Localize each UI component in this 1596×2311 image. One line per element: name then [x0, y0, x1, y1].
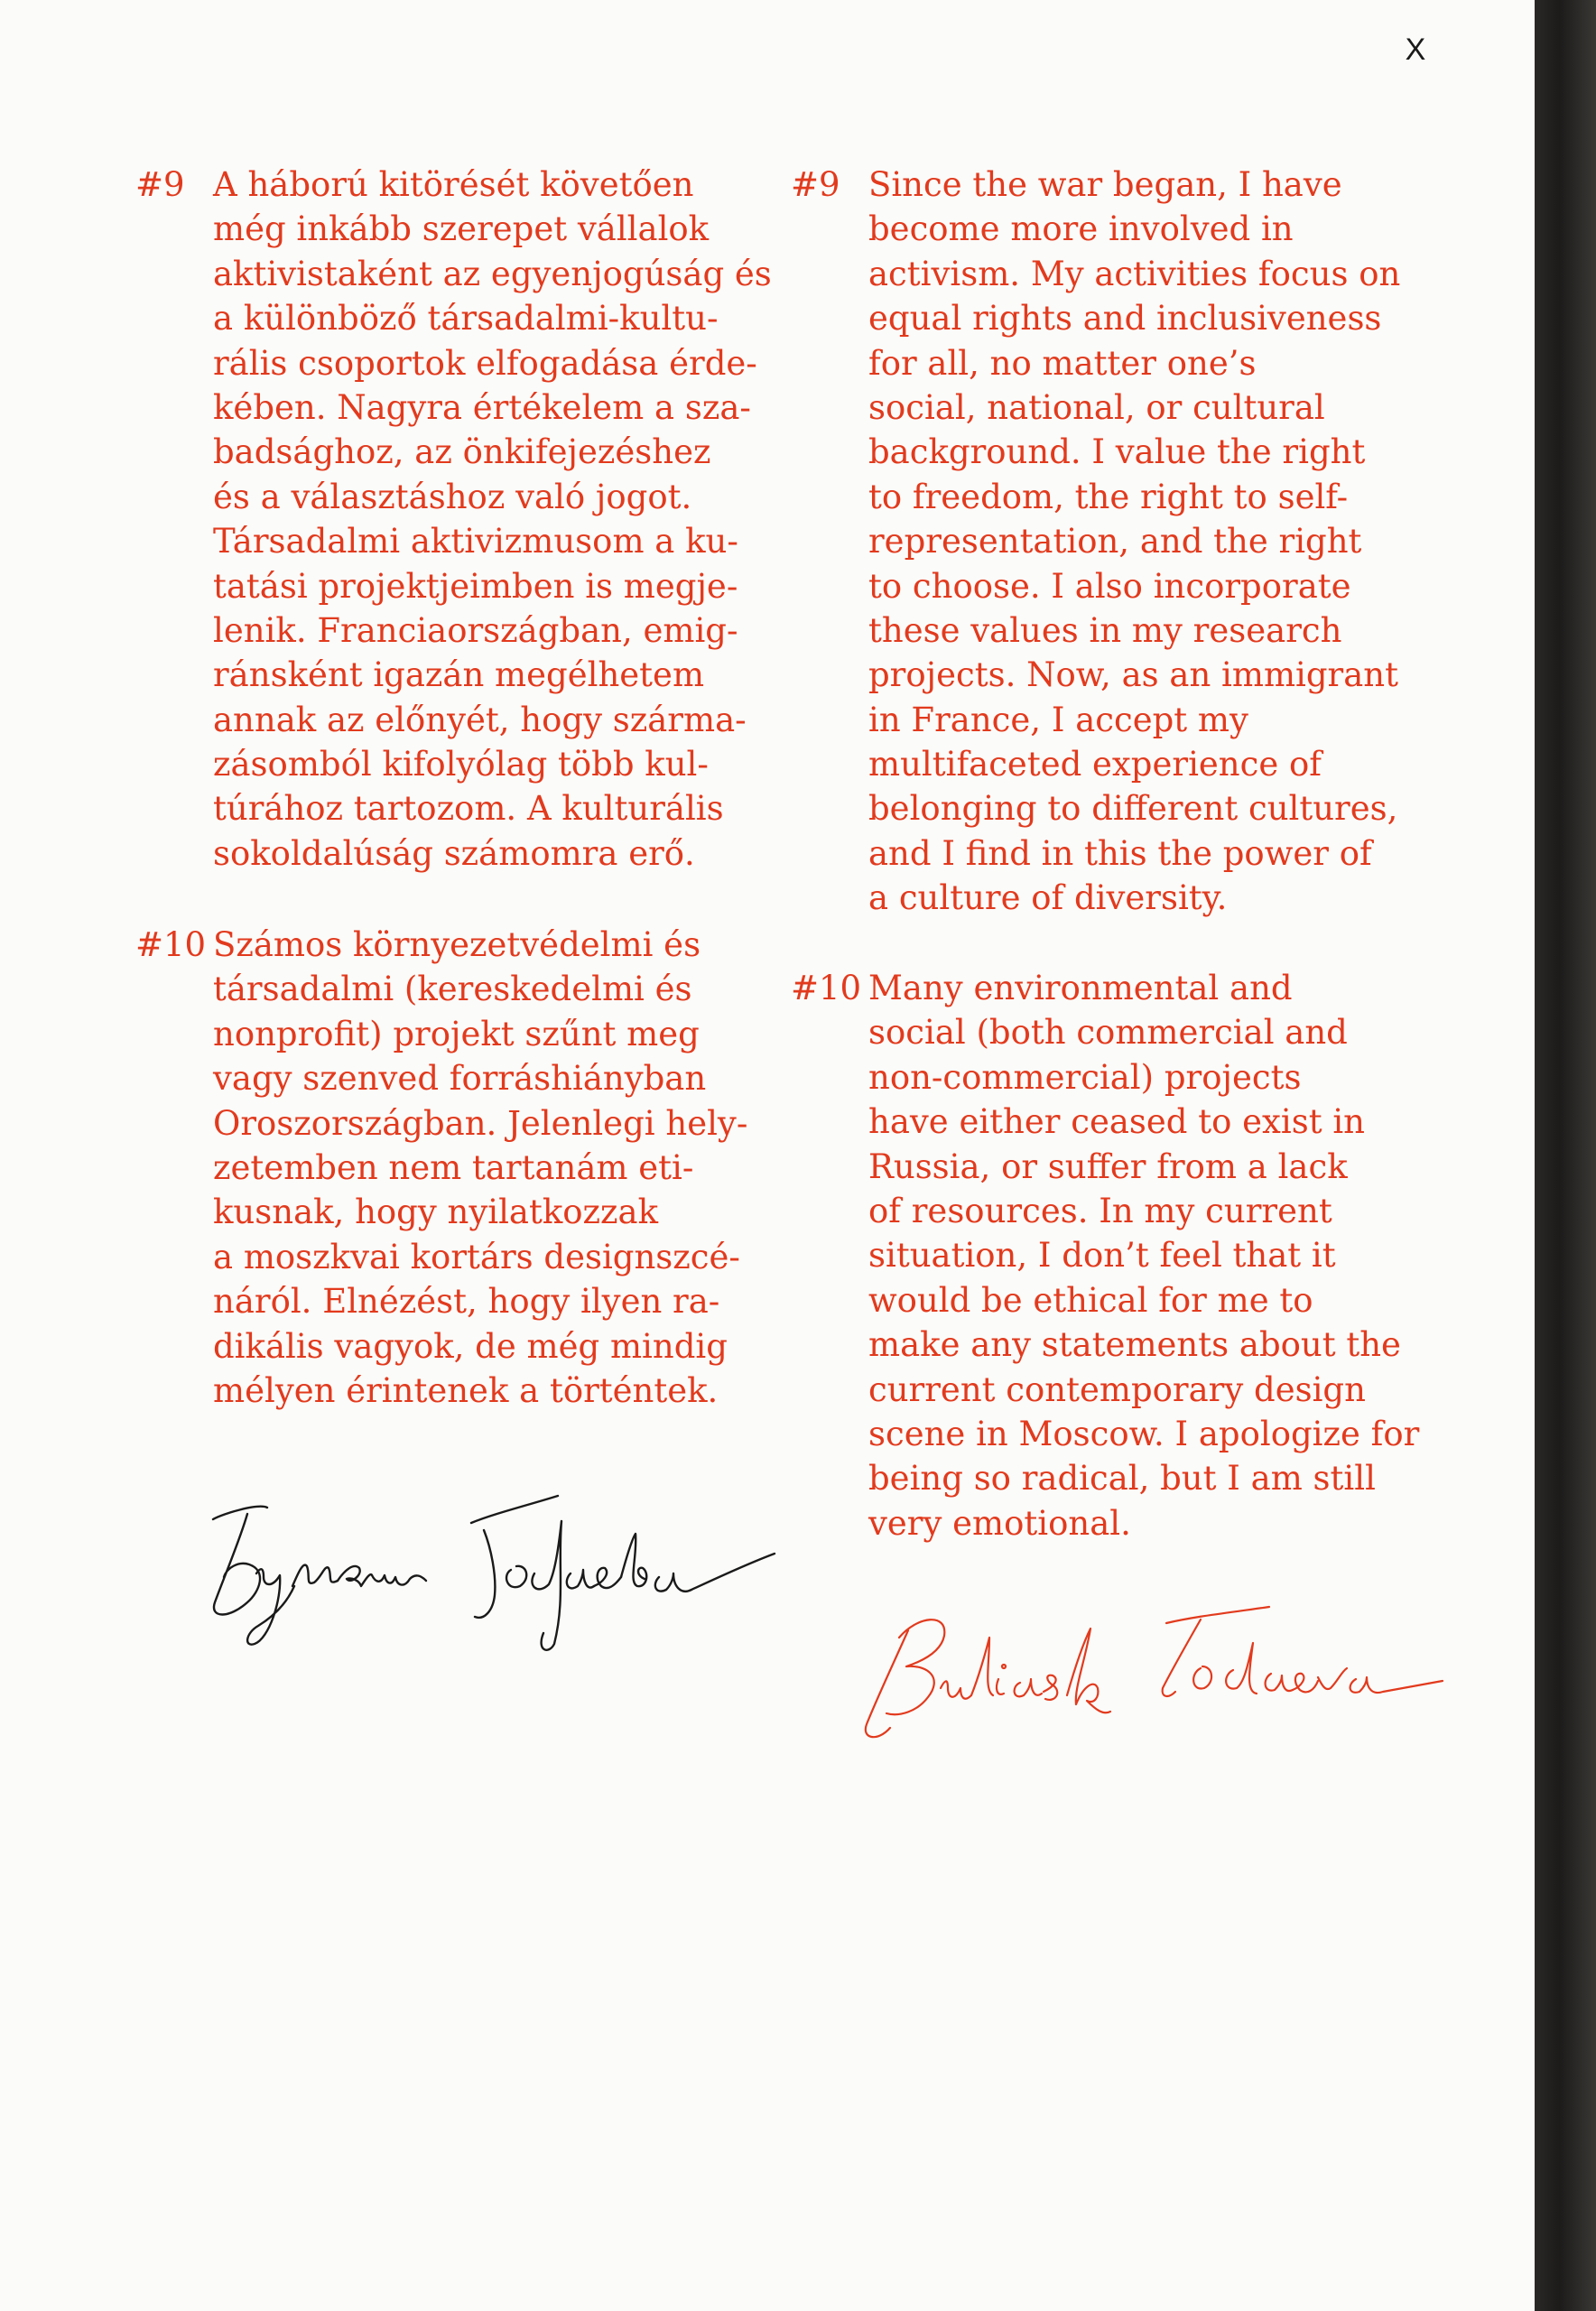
text-line: rális csoportok elfogadása érde- — [213, 343, 757, 383]
signature-latin — [854, 1580, 1450, 1751]
text-line: vagy szenved forráshiányban — [213, 1059, 707, 1099]
text-line: dikális vagyok, de még mindig — [213, 1326, 728, 1366]
text-line: become more involved in — [868, 209, 1294, 249]
text-line: Russia, or suffer from a lack — [868, 1146, 1348, 1186]
text-line: Many environmental and — [868, 969, 1293, 1007]
text-line: badsághoz, az önkifejezéshez — [213, 432, 711, 472]
text-line: multifaceted experience of — [868, 745, 1322, 784]
signature-cyrillic — [204, 1467, 782, 1657]
entry-number: #9 — [135, 165, 185, 204]
page-number: X — [1405, 32, 1426, 67]
entry-text — [868, 966, 1419, 1545]
text-line: A háború kitörését követően — [213, 165, 694, 204]
text-line: in France, I accept my — [868, 700, 1248, 739]
entry-text — [213, 923, 747, 1413]
text-line: these values in my research — [868, 610, 1342, 650]
text-line: current contemporary design — [868, 1369, 1366, 1409]
text-line: túrához tartozom. A kulturális — [213, 789, 724, 829]
text-line: lenik. Franciaországban, emig- — [213, 610, 738, 650]
text-line: activism. My activities focus on — [868, 254, 1401, 293]
text-line: sokoldalúság számomra erő. — [213, 833, 695, 873]
text-line: being so radical, but I am still — [868, 1459, 1376, 1499]
text-line: mélyen érintenek a történtek. — [213, 1370, 719, 1410]
text-line: még inkább szerepet vállalok — [213, 209, 710, 249]
text-line: aktivistaként az egyenjogúság és — [213, 254, 772, 293]
text-line: situation, I don’t feel that it — [868, 1236, 1336, 1276]
text-line: to choose. I also incorporate — [868, 566, 1351, 606]
text-line: Oroszországban. Jelenlegi hely- — [213, 1103, 748, 1143]
text-line: Számos környezetvédelmi és — [213, 925, 701, 964]
text-line: ránsként igazán megélhetem — [213, 655, 705, 695]
text-line: a moszkvai kortárs designszcé- — [213, 1237, 740, 1276]
text-line: náról. Elnézést, hogy ilyen ra- — [213, 1282, 720, 1322]
entry-number: #10 — [135, 925, 207, 964]
text-line: zetemben nem tartanám eti- — [213, 1147, 694, 1187]
text-line: and I find in this the power of — [868, 833, 1372, 873]
text-line: representation, and the right — [868, 522, 1362, 562]
text-line: kében. Nagyra értékelem a sza- — [213, 387, 751, 427]
text-line: annak az előnyét, hogy szárma- — [213, 700, 747, 739]
text-line: a culture of diversity. — [868, 878, 1228, 918]
text-line: Since the war began, I have — [868, 165, 1342, 204]
text-line: very emotional. — [868, 1503, 1131, 1543]
english-entry-9 — [791, 162, 1477, 930]
text-line: background. I value the right — [868, 432, 1366, 472]
text-line: of resources. In my current — [868, 1191, 1332, 1230]
entry-number: #9 — [791, 165, 840, 204]
text-line: belonging to different cultures, — [868, 789, 1398, 829]
text-line: a különböző társadalmi-kultu- — [213, 299, 719, 339]
text-line: social, national, or cultural — [868, 387, 1325, 427]
text-line: kusnak, hogy nyilatkozzak — [213, 1193, 659, 1232]
text-line: equal rights and inclusiveness — [868, 299, 1382, 339]
text-line: Társadalmi aktivizmusom a ku- — [213, 522, 738, 562]
text-line: scene in Moscow. I apologize for — [868, 1414, 1420, 1453]
text-line: for all, no matter one’s — [868, 343, 1257, 383]
text-line: social (both commercial and — [868, 1013, 1348, 1053]
text-line: zásomból kifolyólag több kul- — [213, 745, 709, 784]
text-line: projects. Now, as an immigrant — [868, 655, 1398, 695]
entry-text — [213, 162, 772, 876]
text-line: have either ceased to exist in — [868, 1102, 1366, 1142]
text-line: nonprofit) projekt szűnt meg — [213, 1014, 700, 1053]
text-line: társadalmi (kereskedelmi és — [213, 970, 692, 1009]
entry-number: #10 — [791, 969, 862, 1007]
english-entry-10 — [791, 966, 1477, 1562]
entry-text — [868, 162, 1400, 921]
hungarian-entry-9 — [135, 162, 772, 885]
book-spine-edge — [1535, 0, 1596, 2311]
text-line: tatási projektjeimben is megje- — [213, 566, 738, 606]
text-line: would be ethical for me to — [868, 1280, 1313, 1320]
text-line: to freedom, the right to self- — [868, 477, 1349, 516]
text-line: non-commercial) projects — [868, 1057, 1302, 1097]
text-line: és a választáshoz való jogot. — [213, 477, 692, 516]
hungarian-entry-10 — [135, 923, 767, 1428]
text-line: make any statements about the — [868, 1325, 1401, 1365]
